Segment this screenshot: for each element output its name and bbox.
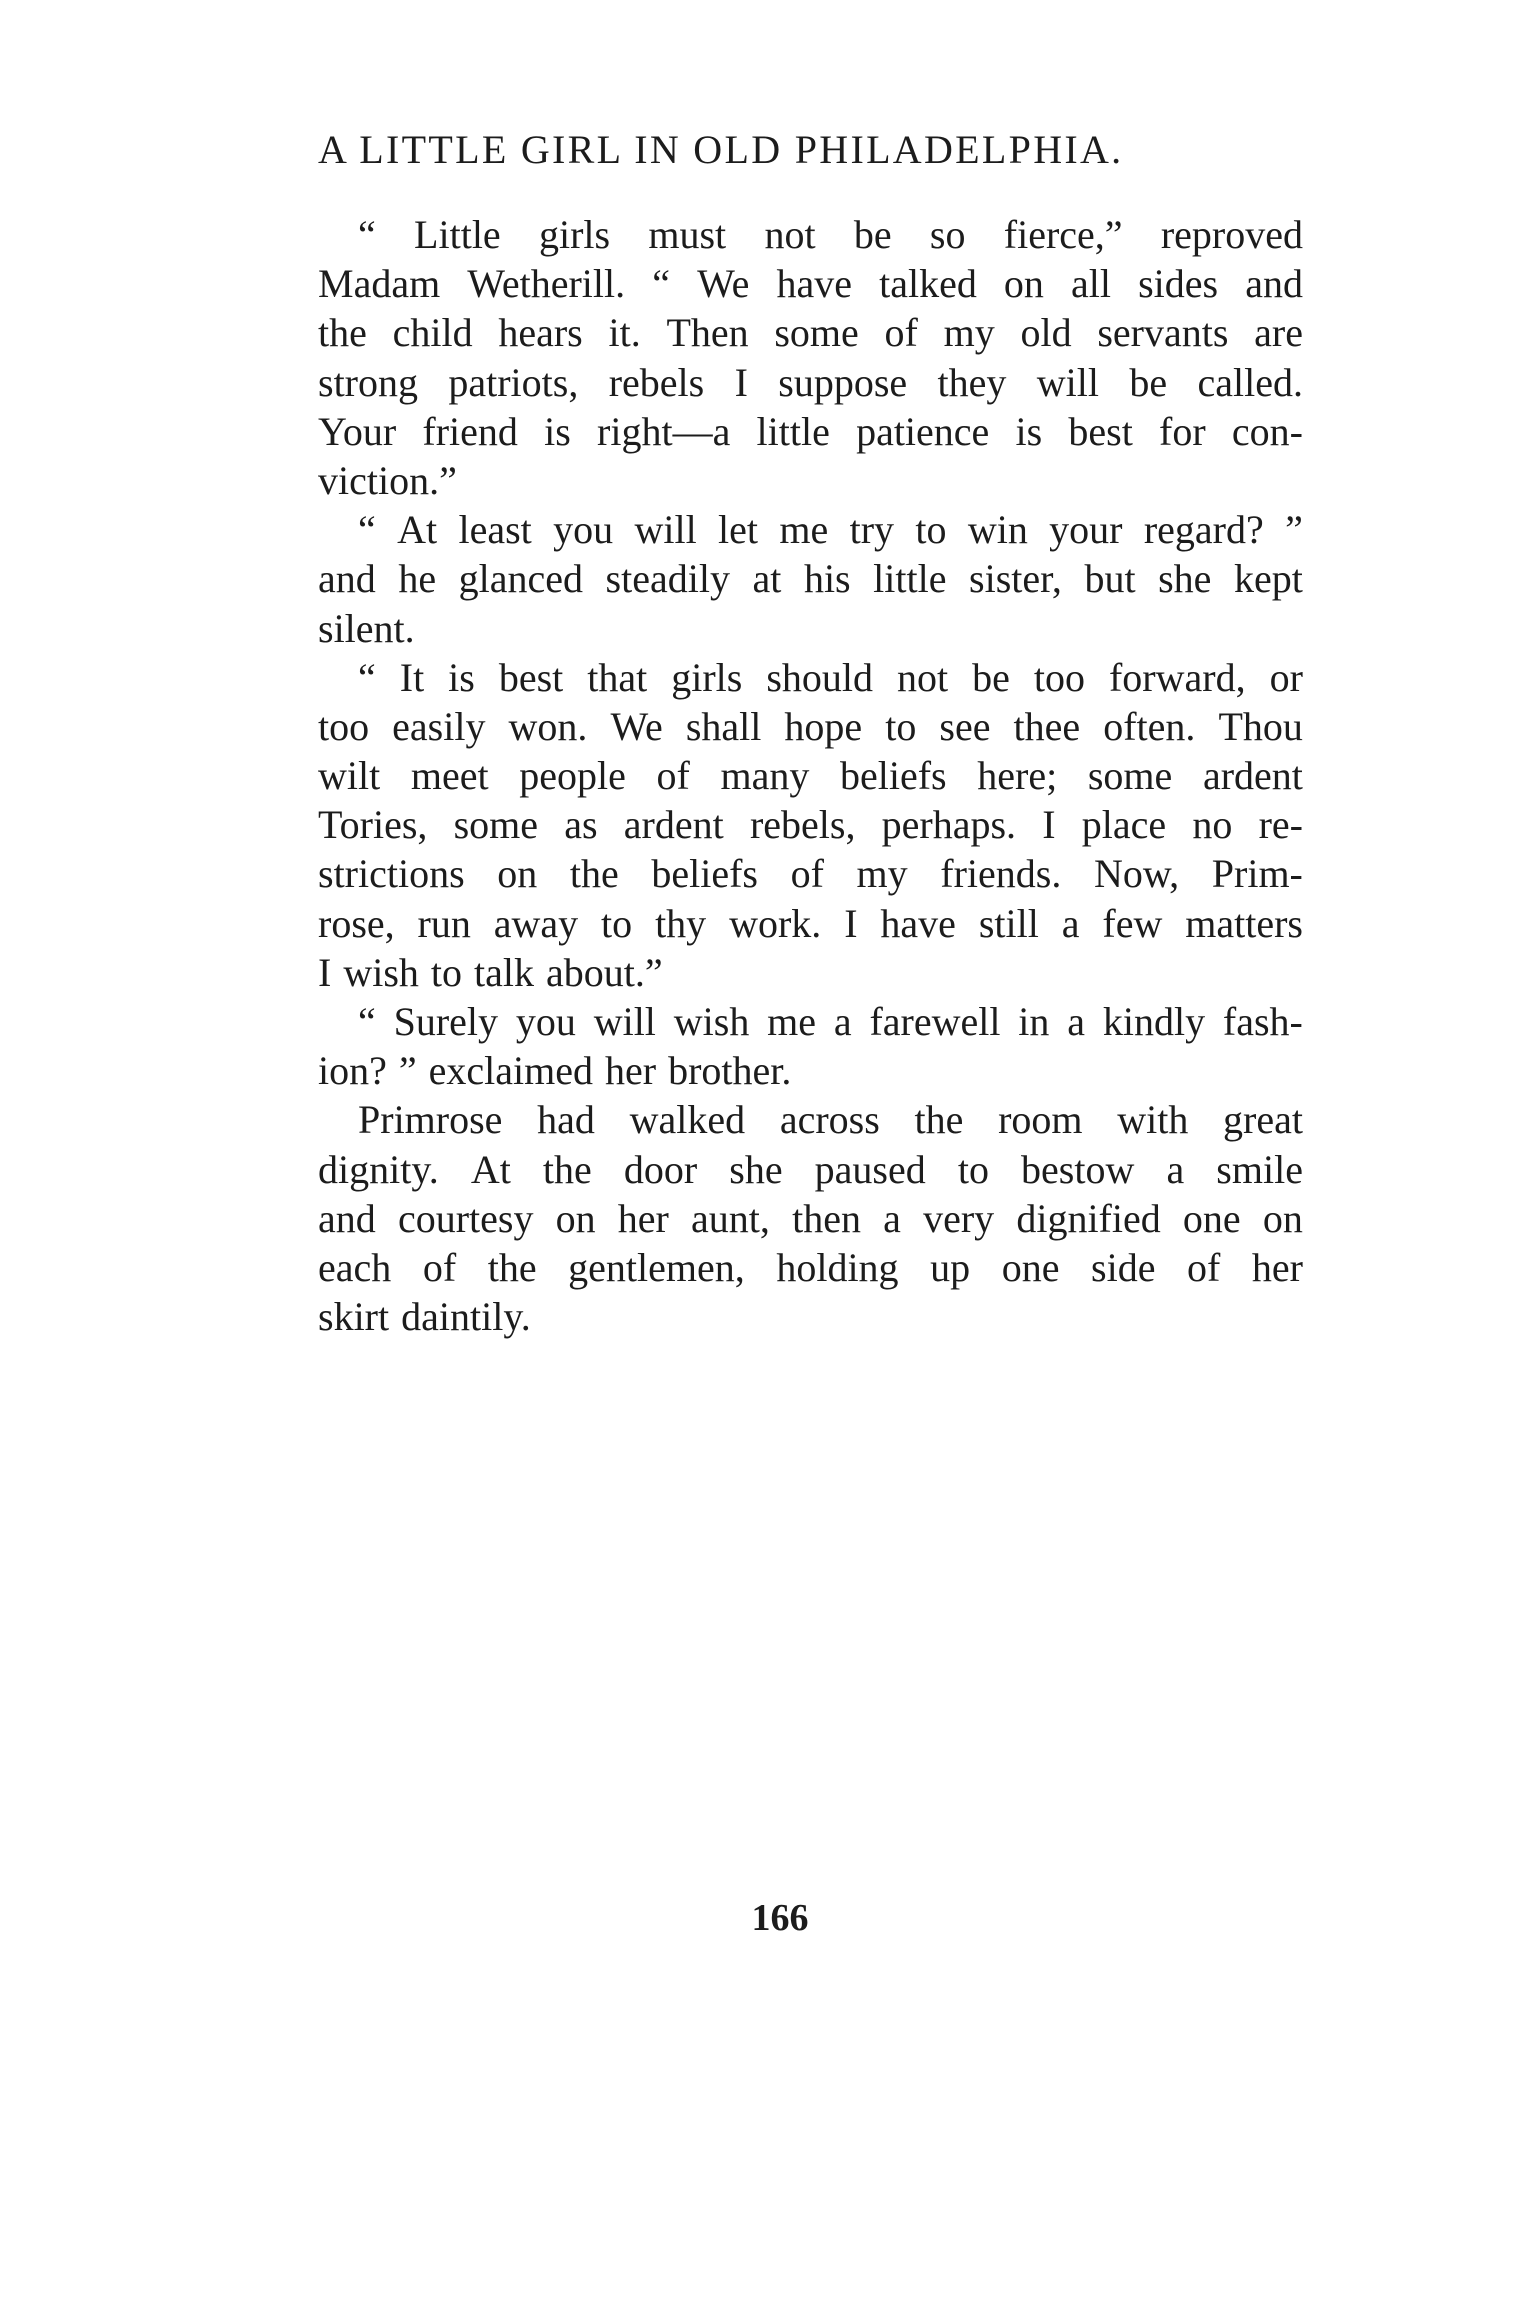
text-line: “ Little girls must not be so fierce,” reproved [358, 212, 1303, 257]
text-line: Madam Wetherill. “ We have talked on all sides and [318, 261, 1303, 307]
text-line: Tories, some as ardent rebels, perhaps. I place no re- [318, 802, 1303, 848]
text-line: “ Surely you will wish me a farewell in a kindly fash- [358, 999, 1303, 1044]
text-line: Primrose had walked across the room with great [358, 1097, 1303, 1143]
text-line: the child hears it. Then some of my old servants are [318, 310, 1303, 356]
text-line: rose, run away to thy work. I have still a few matters [318, 900, 1303, 946]
text-line: I wish to talk about.” [318, 949, 663, 995]
text-line: ion? ” exclaimed her brother. [318, 1048, 792, 1094]
text-line: wilt meet people of many beliefs here; some ardent [318, 753, 1303, 799]
text-line: strong patriots, rebels I suppose they will be called. [318, 359, 1303, 405]
text-line: skirt daintily. [318, 1294, 531, 1340]
text-line: each of the gentlemen, holding up one side of her [318, 1244, 1303, 1290]
running-head: A LITTLE GIRL IN OLD PHILADELPHIA. [318, 127, 1124, 172]
text-line: dignity. At the door she paused to bestow a smile [318, 1146, 1303, 1192]
text-line: and he glanced steadily at his little sister, but she kept [318, 556, 1303, 602]
body-text [318, 210, 1303, 1341]
page-number: 166 [751, 1897, 809, 1939]
text-line: strictions on the beliefs of my friends. Now, Prim- [318, 851, 1303, 897]
text-line: silent. [318, 605, 415, 651]
text-line: viction.” [318, 457, 457, 503]
text-line: “ It is best that girls should not be too forward, or [358, 654, 1303, 700]
text-line: “ At least you will let me try to win your regard? ” [358, 507, 1303, 553]
text-line: too easily won. We shall hope to see thee often. Thou [318, 703, 1303, 749]
text-line: and courtesy on her aunt, then a very dignified one on [318, 1195, 1303, 1241]
text-line: Your friend is right—a little patience is best for con- [318, 408, 1303, 454]
